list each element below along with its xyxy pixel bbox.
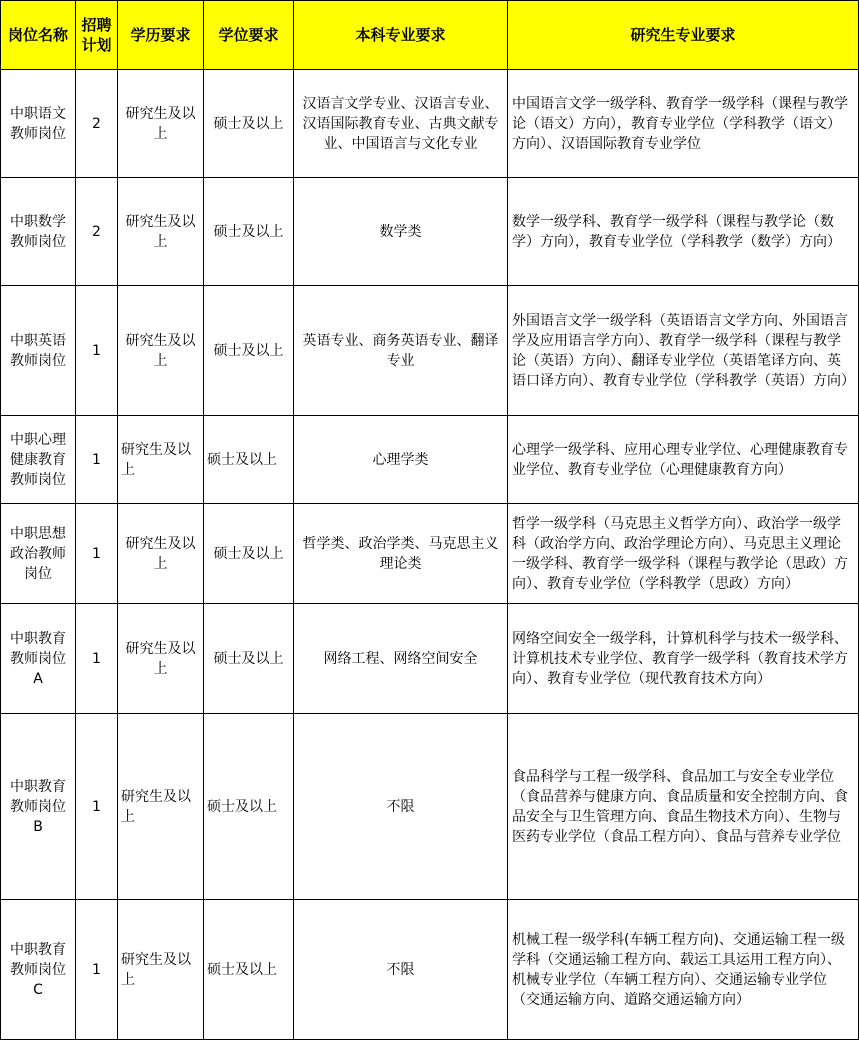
table-row: [1, 178, 859, 286]
education-cell: 研究生及以上: [118, 286, 204, 416]
degree-cell: 硕士及以上: [204, 70, 294, 178]
count-cell: 1: [76, 900, 118, 1040]
education-cell: 研究生及以上: [118, 604, 204, 714]
education-cell: 研究生及以上: [118, 900, 204, 1040]
undergrad-major-cell: 心理学类: [294, 416, 508, 504]
table-row: [1, 70, 859, 178]
header-degree: 学位要求: [204, 1, 294, 70]
graduate-major-cell: 机械工程一级学科(车辆工程方向)、交通运输工程一级学科（交通运输工程方向、载运工具运用工程方向）、机械专业学位（车辆工程方向）、交通运输专业学位（交通运输方向、道路交通运输方向）: [508, 900, 859, 1040]
count-cell: 1: [76, 714, 118, 900]
position-cell: 中职思想政治教师岗位: [1, 504, 76, 604]
count-cell: 2: [76, 178, 118, 286]
position-cell: 中职语文教师岗位: [1, 70, 76, 178]
position-cell: 中职英语教师岗位: [1, 286, 76, 416]
position-cell: 中职教育教师岗位C: [1, 900, 76, 1040]
undergrad-major-cell: 汉语言文学专业、汉语言专业、汉语国际教育专业、古典文献专业、中国语言与文化专业: [294, 70, 508, 178]
undergrad-major-cell: 不限: [294, 900, 508, 1040]
count-cell: 1: [76, 604, 118, 714]
undergrad-major-cell: 数学类: [294, 178, 508, 286]
degree-cell: 硕士及以上: [204, 504, 294, 604]
table-row: [1, 604, 859, 714]
degree-cell: 硕士及以上: [204, 604, 294, 714]
undergrad-major-cell: 网络工程、网络空间安全: [294, 604, 508, 714]
degree-cell: 硕士及以上: [204, 416, 294, 504]
header-education: 学历要求: [118, 1, 204, 70]
education-cell: 研究生及以上: [118, 178, 204, 286]
count-cell: 1: [76, 504, 118, 604]
graduate-major-cell: 外国语言文学一级学科（英语语言文学方向、外国语言学及应用语言学方向）、教育学一级学科（课程与教学论（英语）方向）、翻译专业学位（英语笔译方向、英语口译方向）、教育专业学位（学科教学（英语）方向）: [508, 286, 859, 416]
degree-cell: 硕士及以上: [204, 900, 294, 1040]
count-cell: 2: [76, 70, 118, 178]
degree-cell: 硕士及以上: [204, 178, 294, 286]
table-row: [1, 416, 859, 504]
position-cell: 中职教育教师岗位B: [1, 714, 76, 900]
header-count: 招聘计划: [76, 1, 118, 70]
degree-cell: 硕士及以上: [204, 286, 294, 416]
education-cell: 研究生及以上: [118, 416, 204, 504]
position-cell: 中职心理健康教育教师岗位: [1, 416, 76, 504]
header-undergrad-major: 本科专业要求: [294, 1, 508, 70]
header-graduate-major: 研究生专业要求: [508, 1, 859, 70]
header-row: [1, 1, 859, 70]
count-cell: 1: [76, 286, 118, 416]
undergrad-major-cell: 不限: [294, 714, 508, 900]
undergrad-major-cell: 英语专业、商务英语专业、翻译专业: [294, 286, 508, 416]
graduate-major-cell: 网络空间安全一级学科，计算机科学与技术一级学科、计算机技术专业学位、教育学一级学科（教育技术学方向）、教育专业学位（现代教育技术方向）: [508, 604, 859, 714]
table-row: [1, 504, 859, 604]
count-cell: 1: [76, 416, 118, 504]
position-cell: 中职数学教师岗位: [1, 178, 76, 286]
education-cell: 研究生及以上: [118, 714, 204, 900]
degree-cell: 硕士及以上: [204, 714, 294, 900]
undergrad-major-cell: 哲学类、政治学类、马克思主义理论类: [294, 504, 508, 604]
graduate-major-cell: 哲学一级学科（马克思主义哲学方向）、政治学一级学科（政治学方向、政治学理论方向）、马克思主义理论一级学科、教育学一级学科（课程与教学论（思政）方向）、教育专业学位（学科教学（思政）方向）: [508, 504, 859, 604]
graduate-major-cell: 食品科学与工程一级学科、食品加工与安全专业学位（食品营养与健康方向、食品质量和安全控制方向、食品安全与卫生管理方向、食品生物技术方向）、生物与医药专业学位（食品工程方向）、食品与营养专业学位: [508, 714, 859, 900]
table-row: [1, 286, 859, 416]
education-cell: 研究生及以上: [118, 70, 204, 178]
graduate-major-cell: 数学一级学科、教育学一级学科（课程与教学论（数学）方向），教育专业学位（学科教学（数学）方向）: [508, 178, 859, 286]
header-position: 岗位名称: [1, 1, 76, 70]
education-cell: 研究生及以上: [118, 504, 204, 604]
graduate-major-cell: 心理学一级学科、应用心理专业学位、心理健康教育专业学位、教育专业学位（心理健康教育方向）: [508, 416, 859, 504]
graduate-major-cell: 中国语言文学一级学科、教育学一级学科（课程与教学论（语文）方向），教育专业学位（学科教学（语文）方向）、汉语国际教育专业学位: [508, 70, 859, 178]
table-row: [1, 900, 859, 1040]
table-row: [1, 714, 859, 900]
position-cell: 中职教育教师岗位A: [1, 604, 76, 714]
